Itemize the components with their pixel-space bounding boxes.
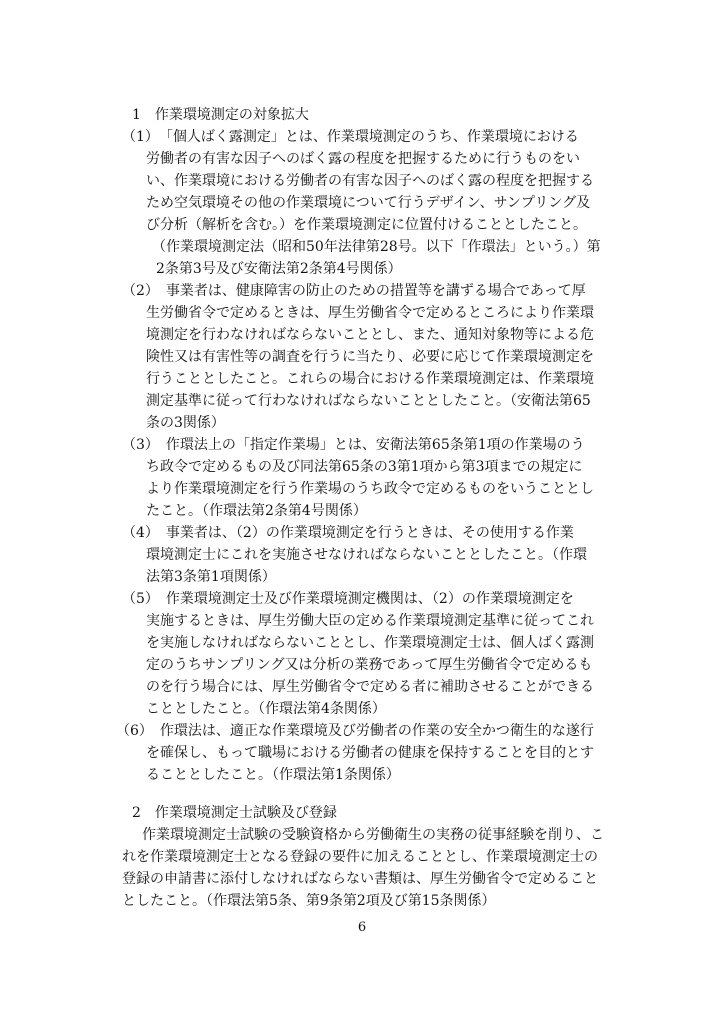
item-1-line-3: い、作業環境における労働者の有害な因子へのばく露の程度を把握する	[146, 173, 594, 189]
item-5-line-3: を実施しなければならないこととし、作業環境測定士は、個人ばく露測	[146, 635, 594, 651]
item-5-line-1: （5） 作業環境測定士及び作業環境測定機関は、（2）の作業環境測定を	[122, 591, 574, 607]
item-4-line-1: （4） 事業者は、（2）の作業環境測定を行うときは、その使用する作業	[122, 525, 574, 541]
section-2-line-1: 作業環境測定士試験の受験資格から労働衛生の実務の従事経験を削り、こ	[142, 827, 604, 843]
item-6-line-2: を確保し、もって職場における労働者の健康を保持することを目的とす	[146, 745, 594, 761]
item-1-line-6: （作業環境測定法（昭和50年法律第28号。以下「作環法」という。）第	[152, 239, 601, 255]
item-6-line-1: （6） 作環法は、適正な作業環境及び労働者の作業の安全かつ衛生的な遂行	[116, 723, 594, 739]
item-2-line-3: 境測定を行わなければならないこととし、また、通知対象物等による危	[146, 327, 594, 343]
section-2-line-2: れを作業環境測定士となる登録の要件に加えることとし、作業環境測定士の	[122, 849, 598, 865]
item-2-line-4: 険性又は有害性等の調査を行うに当たり、必要に応じて作業環境測定を	[146, 349, 594, 365]
item-2-line-5: 行うこととしたこと。これらの場合における作業環境測定は、作業環境	[146, 371, 594, 387]
section-2-line-3: 登録の申請書に添付しなければならない書類は、厚生労働省令で定めること	[122, 871, 598, 887]
item-5-line-5: のを行う場合には、厚生労働省令で定める者に補助させることができる	[146, 679, 594, 695]
item-1-line-7: 2条第3号及び安衛法第2条第4号関係）	[156, 261, 402, 277]
section-1-heading: 1 作業環境測定の対象拡大	[132, 107, 309, 123]
item-1-line-4: ため空気環境その他の作業環境について行うデザイン、サンプリング及	[146, 195, 591, 211]
page-number: 6	[357, 920, 367, 935]
section-2-line-4: としたこと。（作環法第5条、第9条第2項及び第15条関係）	[122, 893, 496, 909]
item-2-line-1: （2） 事業者は、健康障害の防止のための措置等を講ずる場合であって厚	[122, 283, 586, 299]
item-5-line-2: 実施するときは、厚生労働大臣の定める作業環境測定基準に従ってこれ	[146, 613, 594, 629]
item-1-line-1: （1） 「個人ばく露測定」とは、作業環境測定のうち、作業環境における	[122, 129, 579, 145]
item-3-line-1: （3） 作環法上の「指定作業場」とは、安衛法第65条第1項の作業場のう	[122, 437, 585, 453]
item-3-line-3: より作業環境測定を行う作業場のうち政令で定めるものをいうこととし	[146, 481, 594, 497]
section-2-heading: 2 作業環境測定士試験及び登録	[132, 805, 337, 821]
item-5-line-4: 定のうちサンプリング又は分析の業務であって厚生労働省令で定めるも	[146, 657, 593, 673]
item-1-line-5: び分析（解析を含む。）を作業環境測定に位置付けることとしたこと。	[146, 217, 587, 233]
item-6-line-3: ることとしたこと。（作環法第1条関係）	[146, 767, 400, 783]
item-5-line-6: こととしたこと。（作環法第4条関係）	[146, 701, 386, 717]
item-4-line-3: 法第3条第1項関係）	[146, 569, 276, 585]
item-2-line-2: 生労働省令で定めるときは、厚生労働省令で定めるところにより作業環	[146, 305, 594, 321]
item-2-line-6: 測定基準に従って行わなければならないこととしたこと。（安衛法第65	[146, 393, 591, 409]
item-4-line-2: 環境測定士にこれを実施させなければならないこととしたこと。（作環	[146, 547, 587, 563]
item-2-line-7: 条の3関係）	[146, 415, 225, 431]
item-3-line-4: たこと。（作環法第2条第4号関係）	[146, 503, 367, 519]
item-3-line-2: ち政令で定めるもの及び同法第65条の3第1項から第3項までの規定に	[146, 459, 583, 475]
item-1-line-2: 労働者の有害な因子へのばく露の程度を把握するために行うものをい	[146, 151, 580, 167]
